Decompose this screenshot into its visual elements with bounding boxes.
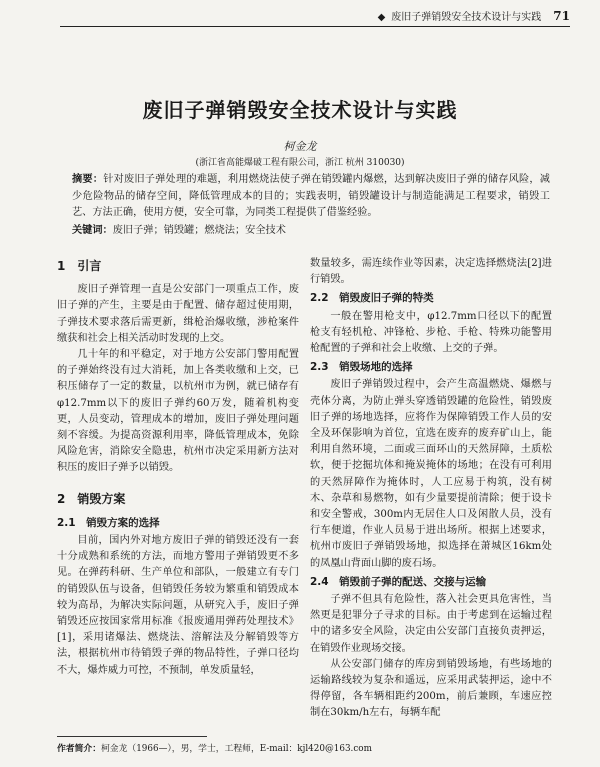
diamond-icon: ◆: [377, 12, 386, 23]
paragraph: 子弹不但具有危险性，落入社会更具危害性，当然更是犯罪分子寻求的目标。由于考虑到在运输过程中的诸多安全风险，决定由公安部门直接负责押运，在销毁作业现场交接。: [310, 594, 552, 654]
paragraph: 废旧子弹管理一直是公安部门一项重点工作，废旧子弹的产生，主要是由于配置、储存超过使用期，子弹技术要求落后需更新，缉枪治爆收缴，涉枪案件缴获和社会上相关活动时发现的上交。: [57, 284, 299, 344]
right-column: [310, 256, 552, 722]
paper-title: 废旧子弹销毁安全技术设计与实践: [142, 98, 458, 122]
abstract: [72, 172, 550, 222]
subsection-heading: 2.2 销毁废旧子弹的特类: [310, 292, 434, 305]
footnote-label: 作者简介：: [57, 744, 101, 754]
footnote-divider: [57, 736, 207, 737]
keywords: [72, 221, 550, 236]
keywords-label: 关键词：: [72, 225, 113, 236]
subsection-heading: 2.3 销毁场地的选择: [310, 361, 413, 374]
keywords-text: 废旧子弹；销毁罐；燃烧法；安全技术: [112, 225, 286, 236]
abstract-text: 针对废旧子弹处理的难题，利用燃烧法使子弹在销毁罐内爆燃，达到解决废旧子弹的储存风险，减少危险物品的储存空间，降低管理成本的目的；实践表明，销毁罐设计与制造能满足工程要求，销毁工艺、方法正确，使用方便，安全可靠，为同类工程提供了借鉴经验。: [72, 174, 550, 218]
author-name: 柯金龙: [283, 140, 317, 153]
author-footnote: [57, 741, 372, 754]
running-header: [60, 8, 570, 27]
paragraph: 几十年的和平稳定，对于地方公安部门警用配置的子弹始终没有过大消耗，加上各类收缴和上交，已积压储存了一定的数量，以杭州市为例，就已储存有φ12.7mm以下的废旧子弹约60万发，随着机构变更，人员变动，管理成本的增加，废旧子弹处理问题刻不容缓。为提高资源利用率，降低管理成本，免除风险危害，消除安全隐患，杭州市决定采用新方法对积压的废旧子弹予以销毁。: [57, 349, 299, 474]
paragraph: 目前，国内外对地方废旧子弹的销毁还没有一套十分成熟和系统的方法，而地方警用子弹销毁更不多见。在弹药科研、生产单位和部队，一般建立有专门的销毁队伍与设备，但销毁任务较为繁重和销毁成本较为高昂，为解决实际问题，从研究入手，废旧子弹销毁还应按国家常用标准《报废通用弹药处理技术》[1]，采用诸爆法、燃烧法、溶解法及分解销毁等方法，根据杭州市待销毁子弹的物品特性，子弹口径均不大，爆炸威力可控，不预制，单发质量轻，: [57, 535, 299, 676]
footnote-text: 柯金龙（1966—），男，学士，工程师，E-mail：kjl420@163.com: [101, 744, 372, 754]
author-affiliation: (浙江省高能爆破工程有限公司，浙江 杭州 310030): [195, 158, 405, 168]
paragraph: 数量较多，需连续作业等因素，决定选择燃烧法[2]进行销毁。: [310, 258, 552, 286]
subsection-heading: 2.4 销毁前子弹的配送、交接与运输: [310, 575, 487, 588]
page-number: 71: [553, 9, 570, 23]
paragraph: 废旧子弹销毁过程中，会产生高温燃烧、爆燃与壳体分离，为防止弹头穿透销毁罐的危险性，销毁废旧子弹的场地选择，应将作为保障销毁工作人员的安全及环保影响为首位，宜选在废弃的废弃矿山上，能利用自然环境，二面或三面环山的天然屏障，土质松软，便于挖掘坑体和掩炭掩体的场地；在没有可利用的天然屏障作为掩体时，人工应易于构筑，没有树木、杂草和易燃物，如有少量要提前清除；便于设卡和安全警戒，300m内无居住人口及闲散人员，没有行车便道，作业人员易于进出场所。根据上述要求，杭州市废旧子弹销毁场地，拟选择在萧城区16km处的凤凰山背面山脚的废石场。: [310, 379, 552, 569]
section-heading-intro: 1 引言: [57, 259, 102, 273]
subsection-heading: 2.1 销毁方案的选择: [57, 516, 160, 529]
left-column: [57, 256, 299, 679]
paragraph: 从公安部门储存的库房到销毁场地，有些场地的运输路线较为复杂和遥远，应采用武装押运，途中不得停留，各车辆相距约200m，前后兼顾，车速应控制在30km/h左右，每辆车配: [310, 658, 552, 719]
section-heading-scheme: 2 销毁方案: [57, 491, 126, 506]
abstract-label: 摘要：: [72, 174, 104, 185]
running-title: 废旧子弹销毁安全技术设计与实践: [391, 12, 542, 23]
paragraph: 一般在警用枪支中，φ12.7mm口径以下的配置枪支有轻机枪、冲锋枪、步枪、手枪、特殊功能警用枪配置的子弹和社会上收缴、上交的子弹。: [310, 310, 552, 355]
